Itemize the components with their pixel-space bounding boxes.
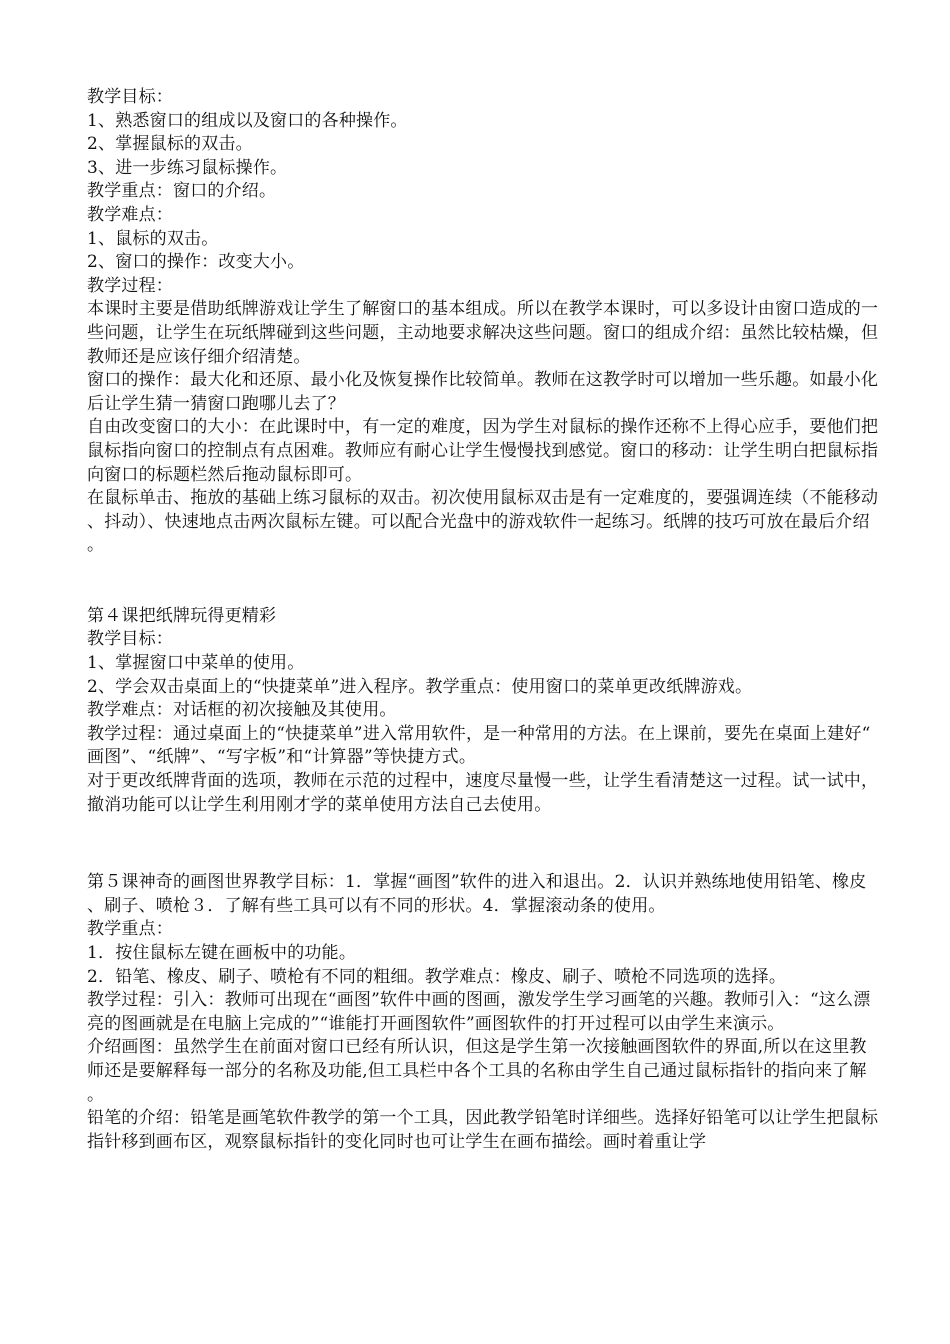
process-paragraph: 介绍画图：虽然学生在前面对窗口已经有所认识，但这是学生第一次接触画图软件的界面,所以在这里教师还是要解释每一部分的名称及功能,但工具栏中各个工具的名称由学生自己通过鼠标指针的指向来了解。	[87, 1037, 867, 1105]
goal-item: 1、掌握窗口中菜单的使用。	[87, 653, 305, 674]
difficulty-item: 2、窗口的操作：改变大小。	[87, 252, 305, 273]
document-page	[87, 86, 879, 1154]
heading-teaching-goals: 教学目标：	[87, 629, 173, 650]
process-paragraph: 窗口的操作：最大化和还原、最小化及恢复操作比较简单。教师在这教学时可以增加一些乐趣。如最小化后让学生猜一猜窗口跑哪儿去了？	[87, 370, 879, 414]
key-point-item: 1．按住鼠标左键在画板中的功能。	[87, 943, 357, 963]
section-spacer	[87, 558, 879, 605]
process-paragraph: 教学过程：通过桌面上的“快捷菜单”进入常用软件，是一种常用的方法。在上课前，要先在桌面上建好“画图”、“纸牌”、“写字板”和“计算器”等快捷方式。	[87, 723, 871, 768]
section-spacer	[87, 817, 879, 871]
process-paragraph: 对于更改纸牌背面的选项，教师在示范的过程中，速度尽量慢一些，让学生看清楚这一过程。试一试中，撤消功能可以让学生利用刚才学的菜单使用方法自己去使用。	[87, 771, 879, 815]
process-paragraph: 在鼠标单击、拖放的基础上练习鼠标的双击。初次使用鼠标双击是有一定难度的，要强调连续（不能移动、抖动）、快速地点击两次鼠标左键。可以配合光盘中的游戏软件一起练习。纸牌的技巧可放在最后介绍。	[87, 488, 879, 556]
process-paragraph: 铅笔的介绍：铅笔是画笔软件教学的第一个工具，因此教学铅笔时详细些。选择好铅笔可以让学生把鼠标指针移到画布区，观察鼠标指针的变化同时也可让学生在画布描绘。画时着重让学	[87, 1108, 879, 1152]
heading-key-points: 教学重点：	[87, 919, 173, 940]
lesson-title: 第４课把纸牌玩得更精彩	[87, 605, 277, 626]
difficulty-line: 教学难点：对话框的初次接触及其使用。	[87, 700, 397, 721]
goal-item: 1、熟悉窗口的组成以及窗口的各种操作。	[87, 110, 408, 131]
lesson-intro: 第５课神奇的画图世界教学目标：1．掌握“画图”软件的进入和退出。2．认识并熟练地使用铅笔、橡皮、刷子、喷枪３．了解有些工具可以有不同的形状。4．掌握滚动条的使用。	[87, 872, 867, 916]
process-paragraph: 自由改变窗口的大小：在此课时中，有一定的难度，因为学生对鼠标的操作还称不上得心应手，要他们把鼠标指向窗口的控制点有点困难。教师应有耐心让学生慢慢找到感觉。窗口的移动：让学生明白把鼠标指向窗口的标题栏然后拖动鼠标即可。	[87, 417, 879, 485]
heading-process: 教学过程：	[87, 275, 173, 296]
heading-difficulties: 教学难点：	[87, 204, 173, 225]
section-window-operations	[87, 86, 879, 558]
key-point-item: 2．铅笔、橡皮、刷子、喷枪有不同的粗细。教学难点：橡皮、刷子、喷枪不同选项的选择。	[87, 966, 787, 987]
process-paragraph: 本课时主要是借助纸牌游戏让学生了解窗口的基本组成。所以在教学本课时，可以多设计由窗口造成的一些问题，让学生在玩纸牌碰到这些问题，主动地要求解决这些问题。窗口的组成介绍：虽然比较枯燥，但教师还是应该仔细介绍清楚。	[87, 299, 879, 367]
goal-item: 3、进一步练习鼠标操作。	[87, 157, 288, 178]
section-lesson-4	[87, 605, 879, 817]
goal-item: 2、学会双击桌面上的“快捷菜单”进入程序。教学重点：使用窗口的菜单更改纸牌游戏。	[87, 676, 753, 697]
goal-item: 2、掌握鼠标的双击。	[87, 134, 253, 155]
section-lesson-5	[87, 871, 879, 1154]
key-point: 教学重点：窗口的介绍。	[87, 181, 277, 202]
difficulty-item: 1、鼠标的双击。	[87, 228, 219, 249]
process-paragraph: 教学过程：引入：教师可出现在“画图”软件中画的图画，激发学生学习画笔的兴趣。教师引入：“这么漂亮的图画就是在电脑上完成的”“谁能打开画图软件”画图软件的打开过程可以由学生来演示。	[87, 990, 871, 1034]
heading-teaching-goals: 教学目标：	[87, 87, 173, 107]
